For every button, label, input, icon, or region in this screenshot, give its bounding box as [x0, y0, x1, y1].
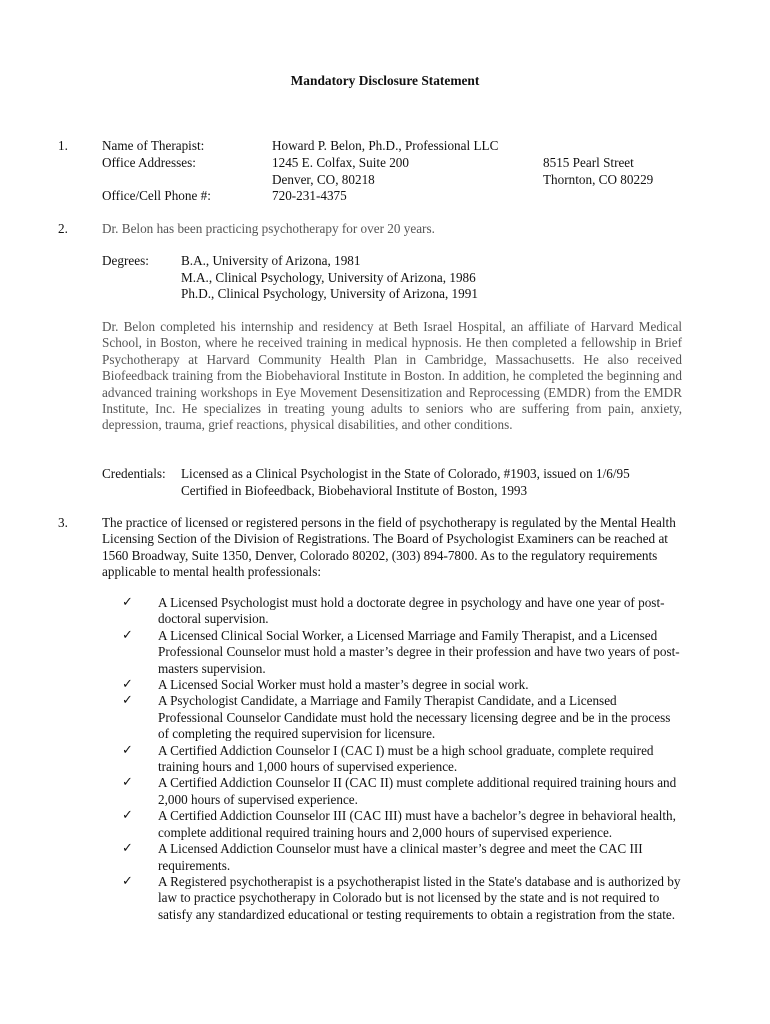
checkmark-icon: ✓	[122, 742, 133, 758]
degree-item: Ph.D., Clinical Psychology, University of Arizona, 1991	[181, 286, 478, 301]
checkmark-icon: ✓	[122, 627, 133, 643]
address-2-line-1: 8515 Pearl Street	[543, 155, 634, 170]
phone-value: 720-231-4375	[272, 188, 347, 203]
checkmark-icon: ✓	[122, 873, 133, 889]
degree-item: M.A., Clinical Psychology, University of Arizona, 1986	[181, 270, 476, 285]
therapist-label: Name of Therapist:	[102, 138, 205, 153]
requirement-text: A Licensed Psychologist must hold a doctorate degree in psychology and have one year of post- doctoral supervision.	[158, 595, 665, 627]
credential-item: Certified in Biofeedback, Biobehavioral Institute of Boston, 1993	[181, 483, 528, 498]
requirement-text: A Certified Addiction Counselor I (CAC I) must be a high school graduate, complete required training hours and 1,000 hours of supervised experience.	[158, 742, 654, 775]
list-item	[102, 808, 682, 841]
address-1-line-2: Denver, CO, 80218	[272, 172, 375, 187]
office-addresses-label: Office Addresses:	[102, 155, 196, 170]
list-item	[102, 595, 682, 628]
section-3-number: 3.	[58, 515, 68, 530]
checkmark-icon: ✓	[122, 841, 133, 857]
requirement-text: A Certified Addiction Counselor III (CAC III) must have a bachelor’s degree in behavioral health, complete additional required training hours and 2,000 hours of supervised experience.	[158, 808, 676, 840]
checkmark-icon: ✓	[122, 775, 133, 791]
degree-item: B.A., University of Arizona, 1981	[181, 253, 361, 268]
list-item	[102, 677, 682, 693]
experience-statement: Dr. Belon has been practicing psychotherapy for over 20 years.	[102, 221, 435, 236]
degrees-label: Degrees:	[102, 253, 149, 268]
list-item	[102, 693, 682, 742]
list-item	[102, 743, 682, 776]
credentials-label: Credentials:	[102, 466, 166, 481]
section-2-number: 2.	[58, 221, 68, 236]
credential-item: Licensed as a Clinical Psychologist in the State of Colorado, #1903, issued on 1/6/95	[181, 466, 630, 481]
address-2-line-2: Thornton, CO 80229	[543, 172, 654, 187]
requirement-text: A Licensed Social Worker must hold a master’s degree in social work.	[158, 677, 529, 693]
requirement-text: A Registered psychotherapist is a psychotherapist listed in the State's database and is authorized by law to practice psychotherapy in Colorado but is not licensed by the state and is not required to satisfy any standardized educational or testing requirements to obtain a registration from the state.	[158, 873, 681, 922]
requirement-text: A Certified Addiction Counselor II (CAC II) must complete additional required training hours and 2,000 hours of supervised experience.	[158, 775, 677, 807]
phone-label: Office/Cell Phone #:	[102, 188, 211, 203]
requirement-text: A Licensed Addiction Counselor must have a clinical master’s degree and meet the CAC III requirements.	[158, 841, 643, 873]
regulation-paragraph: The practice of licensed or registered persons in the field of psychotherapy is regulated by the Mental Health Licensing Section of the Division of Registrations. The Board of Psychologist Examiners can be reached at 1560 Broadway, Suite 1350, Denver, Colorado 80202, (303) 894-7800. As to the regulatory requirements applicable to mental health professionals:	[102, 515, 676, 580]
checkmark-icon: ✓	[122, 693, 133, 709]
requirement-text: A Psychologist Candidate, a Marriage and Family Therapist Candidate, and a Licensed Professional Counselor Candidate must hold the necessary licensing degree and be in the process of completing the required supervision for licensure.	[158, 693, 671, 742]
bio-paragraph: Dr. Belon completed his internship and residency at Beth Israel Hospital, an affiliate of Harvard Medical School, in Boston, where he received training in medical hypnosis. He then completed a fellowship in Brief Psychotherapy at Harvard Community Health Plan in Cambridge, Massachusetts. He also received Biofeedback training from the Biobehavioral Institute in Boston. In addition, he completed the beginning and advanced training workshops in Eye Movement Desensitization and Reprocessing (EMDR) from the EMDR Institute, Inc. He specializes in treating young adults to seniors who are suffering from pain, anxiety, depression, trauma, grief reactions, physical disabilities, and other conditions.	[102, 319, 682, 433]
address-1-line-1: 1245 E. Colfax, Suite 200	[272, 155, 409, 170]
section-1-number: 1.	[58, 138, 68, 153]
page-title: Mandatory Disclosure Statement	[290, 73, 480, 88]
requirements-checklist	[102, 595, 682, 923]
checkmark-icon: ✓	[122, 677, 133, 693]
therapist-value: Howard P. Belon, Ph.D., Professional LLC	[272, 138, 499, 153]
list-item	[102, 775, 682, 808]
requirement-text: A Licensed Clinical Social Worker, a Licensed Marriage and Family Therapist, and a Licensed Professional Counselor must hold a master’s degree in their profession and have two years of post- masters supervision.	[158, 627, 680, 676]
list-item	[102, 841, 682, 874]
list-item	[102, 874, 682, 923]
list-item	[102, 628, 682, 677]
checkmark-icon: ✓	[122, 595, 133, 610]
checkmark-icon: ✓	[122, 808, 133, 824]
